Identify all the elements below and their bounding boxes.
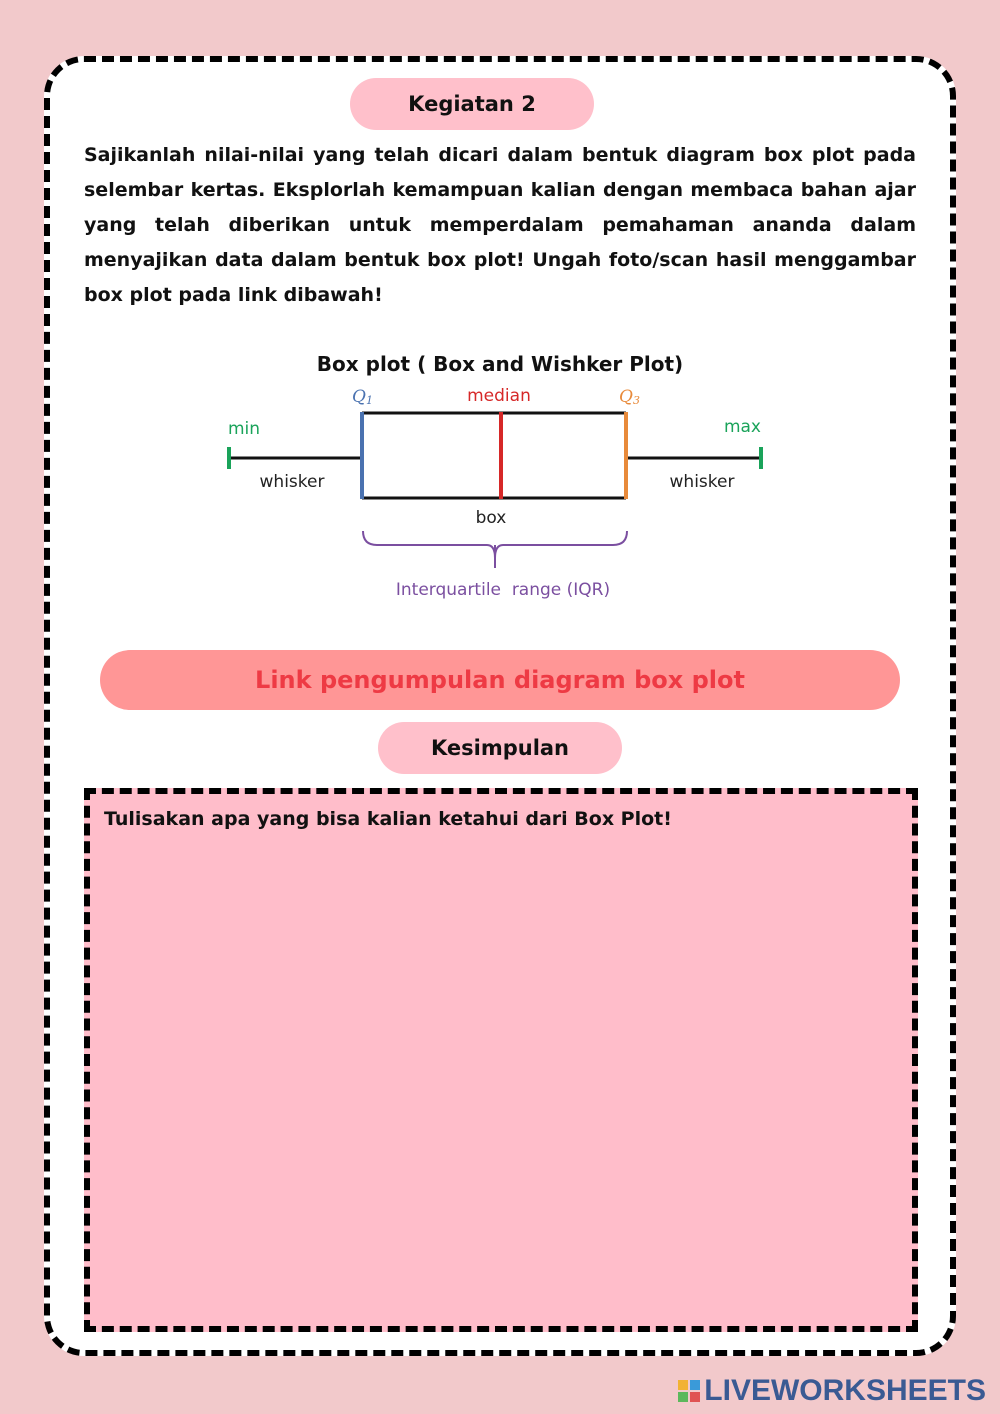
boxplot-diagram	[0, 0, 1000, 620]
whisker-right-label: whisker	[669, 472, 735, 492]
iqr-label: Interquartile range (IQR)	[395, 580, 611, 600]
liveworksheets-brand	[678, 1374, 986, 1408]
submission-link-button[interactable]	[100, 650, 900, 710]
whisker-left-label: whisker	[259, 472, 325, 492]
activity-title: Kegiatan 2	[408, 92, 536, 116]
diagram-title: Box plot ( Box and Wishker Plot)	[316, 352, 684, 376]
median-label: median	[467, 386, 531, 406]
instruction-text: Sajikanlah nilai-nilai yang telah dicari dalam bentuk diagram box plot pada selembar kertas. Eksplorlah kemampuan kalian dengan membaca bahan ajar yang telah diberikan untuk memperdalam pemahaman ananda dalam menyajikan data dalam bentuk box plot! Ungah foto/scan hasil menggambar box plot pada link dibawah!	[84, 144, 916, 306]
conclusion-title-badge	[378, 722, 622, 774]
conclusion-answer-box	[84, 788, 918, 1332]
q1-label: Q1	[352, 387, 373, 407]
max-label: max	[723, 417, 761, 437]
submission-link-label: Link pengumpulan diagram box plot	[255, 666, 745, 694]
q3-label: Q3	[619, 387, 640, 407]
box-label: box	[475, 508, 507, 528]
brand-text: LIVEWORKSHEETS	[704, 1374, 986, 1407]
liveworksheets-logo-icon	[678, 1380, 700, 1402]
conclusion-answer-input[interactable]	[102, 844, 900, 1314]
conclusion-prompt: Tulisakan apa yang bisa kalian ketahui dari Box Plot!	[104, 808, 672, 830]
conclusion-title: Kesimpulan	[430, 736, 570, 760]
min-label: min	[228, 419, 261, 439]
